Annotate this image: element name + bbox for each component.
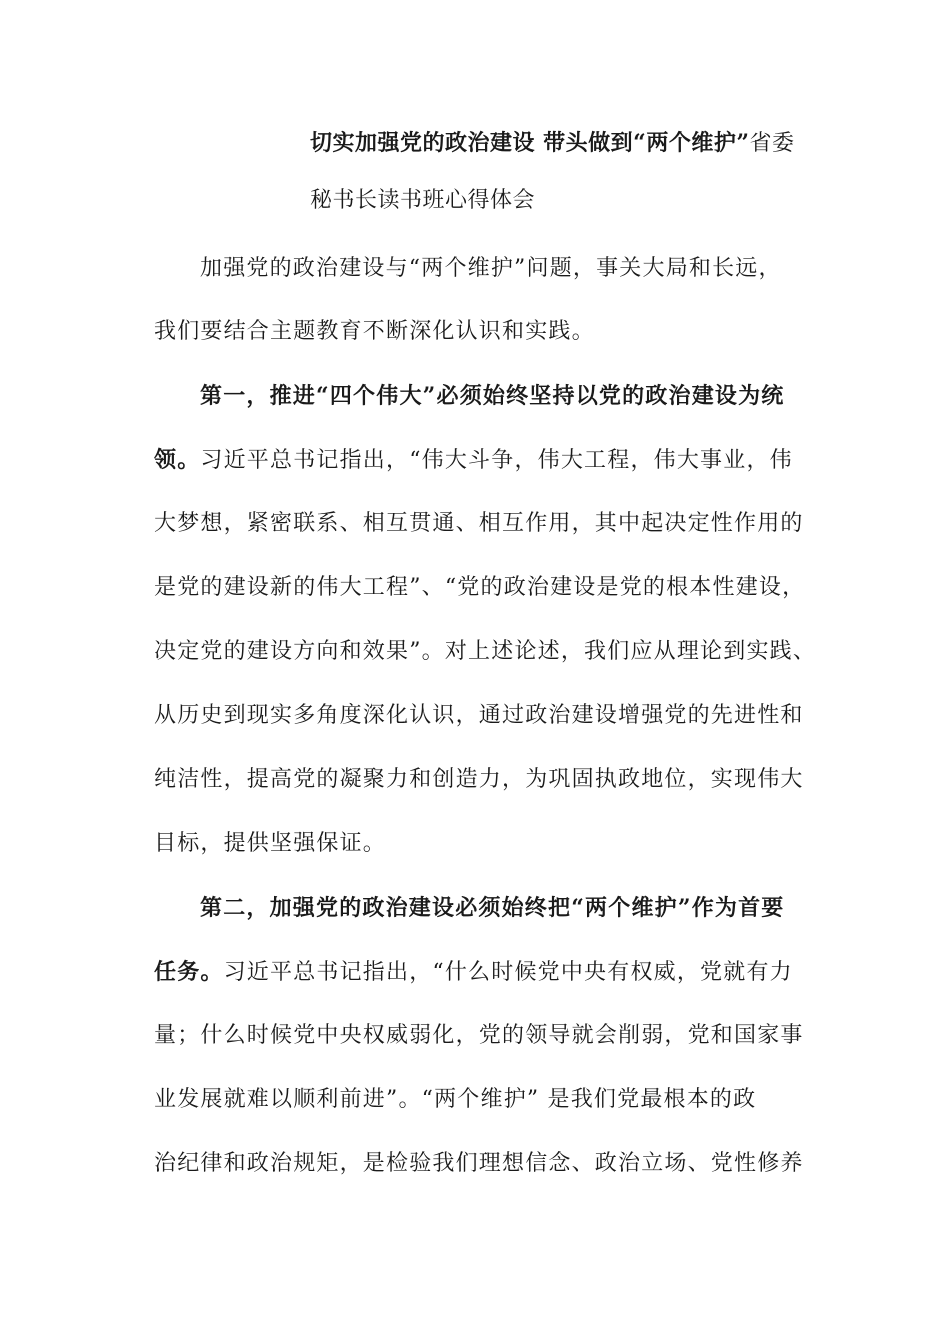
paragraph-3-line-5: 治纪律和政治规矩，是检验我们理想信念、政治立场、党性修养 xyxy=(154,1151,804,1176)
paragraph-2-line-4: 是党的建设新的伟大工程”、“党的政治建设是党的根本性建设， xyxy=(154,575,806,600)
paragraph-1-line-1: 加强党的政治建设与“两个维护”问题，事关大局和长远， xyxy=(200,256,782,281)
title-tail: 省委 xyxy=(749,131,795,156)
paragraph-3-line-3: 量；什么时候党中央权威弱化，党的领导就会削弱，党和国家事 xyxy=(154,1023,804,1048)
paragraph-2-line-3: 大梦想，紧密联系、相互贯通、相互作用，其中起决定性作用的 xyxy=(154,511,804,536)
paragraph-2-heading-end: 领。 xyxy=(154,447,201,473)
title-line-2: 秘书长读书班心得体会 xyxy=(310,188,536,213)
paragraph-2-line-6: 从历史到现实多角度深化认识，通过政治建设增强党的先进性和 xyxy=(154,703,804,728)
paragraph-3-line-2 xyxy=(154,957,793,987)
paragraph-3-line-4: 业发展就难以顺利前进”。“两个维护” 是我们党最根本的政 xyxy=(154,1087,757,1112)
paragraph-2-heading: 第一，推进“四个伟大”必须始终坚持以党的政治建设为统 xyxy=(200,383,785,409)
title-main: 切实加强党的政治建设 带头做到“两个维护” xyxy=(310,130,750,156)
paragraph-3-line-2-text: 习近平总书记指出，“什么时候党中央有权威，党就有力 xyxy=(223,960,793,985)
paragraph-2-line-5: 决定党的建设方向和效果”。对上述论述，我们应从理论到实践、 xyxy=(154,639,817,664)
paragraph-2-line-2 xyxy=(154,445,793,475)
paragraph-1-line-2: 我们要结合主题教育不断深化认识和实践。 xyxy=(154,319,595,344)
paragraph-3-heading-end: 任务。 xyxy=(154,959,224,985)
paragraph-2-line-2-text: 习近平总书记指出，“伟大斗争，伟大工程，伟大事业，伟 xyxy=(200,448,793,473)
title-line-1 xyxy=(310,128,850,158)
paragraph-2-line-7: 纯洁性，提高党的凝聚力和创造力，为巩固执政地位，实现伟大 xyxy=(154,767,804,792)
paragraph-2-line-8: 目标，提供坚强保证。 xyxy=(154,831,387,856)
paragraph-3-heading: 第二，加强党的政治建设必须始终把“两个维护”作为首要 xyxy=(200,895,785,921)
document-title xyxy=(310,128,850,216)
